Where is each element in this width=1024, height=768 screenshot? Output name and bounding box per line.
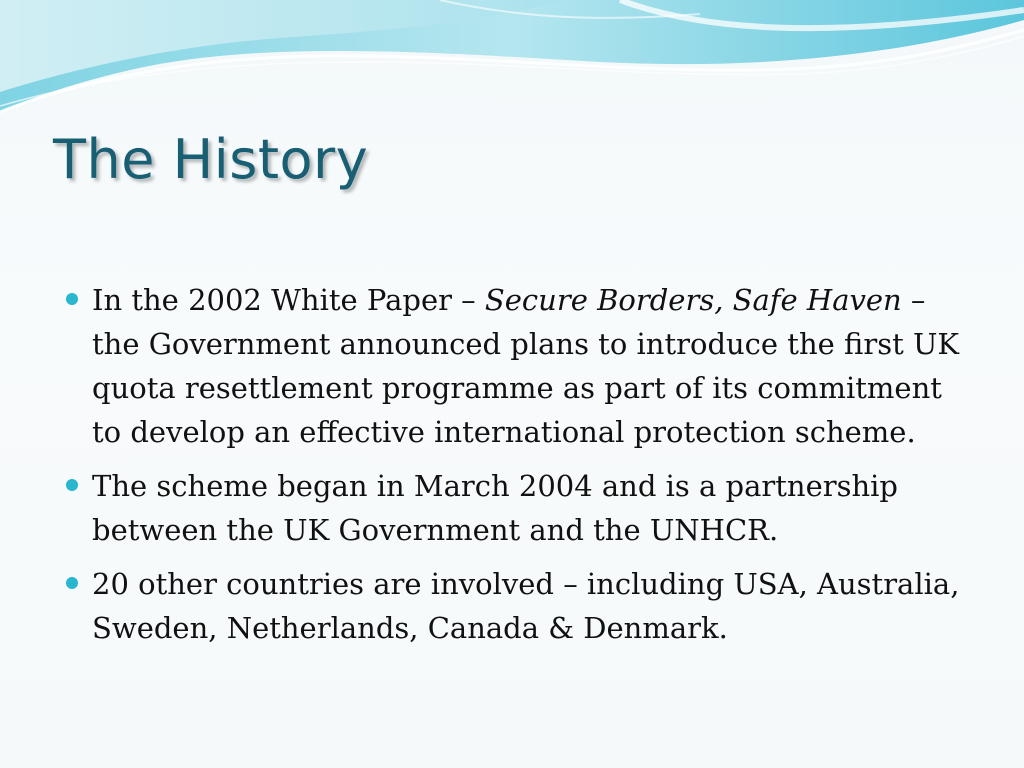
bullet-text: The scheme began in March 2004 and is a partnership between the UK Government and the UNHCR. bbox=[92, 469, 898, 547]
bullet-icon bbox=[66, 479, 78, 491]
bullet-text-prefix: In the 2002 White Paper – bbox=[92, 283, 485, 317]
bullet-item bbox=[60, 278, 960, 454]
slide-title: The History bbox=[53, 128, 369, 191]
bullet-text: 20 other countries are involved – including USA, Australia, Sweden, Netherlands, Canada & Denmark. bbox=[92, 567, 960, 645]
header-wave-decoration bbox=[0, 0, 1024, 130]
bullet-item bbox=[60, 562, 960, 650]
bullet-list bbox=[60, 278, 960, 660]
bullet-icon bbox=[66, 293, 78, 305]
bullet-item bbox=[60, 464, 960, 552]
bullet-icon bbox=[66, 577, 78, 589]
bullet-text-suffix: – the Government announced plans to introduce the first UK quota resettlement programme as part of its commitment to develop an effective international protection scheme. bbox=[92, 283, 960, 449]
white-paper-title: Secure Borders, Safe Haven bbox=[484, 283, 902, 317]
